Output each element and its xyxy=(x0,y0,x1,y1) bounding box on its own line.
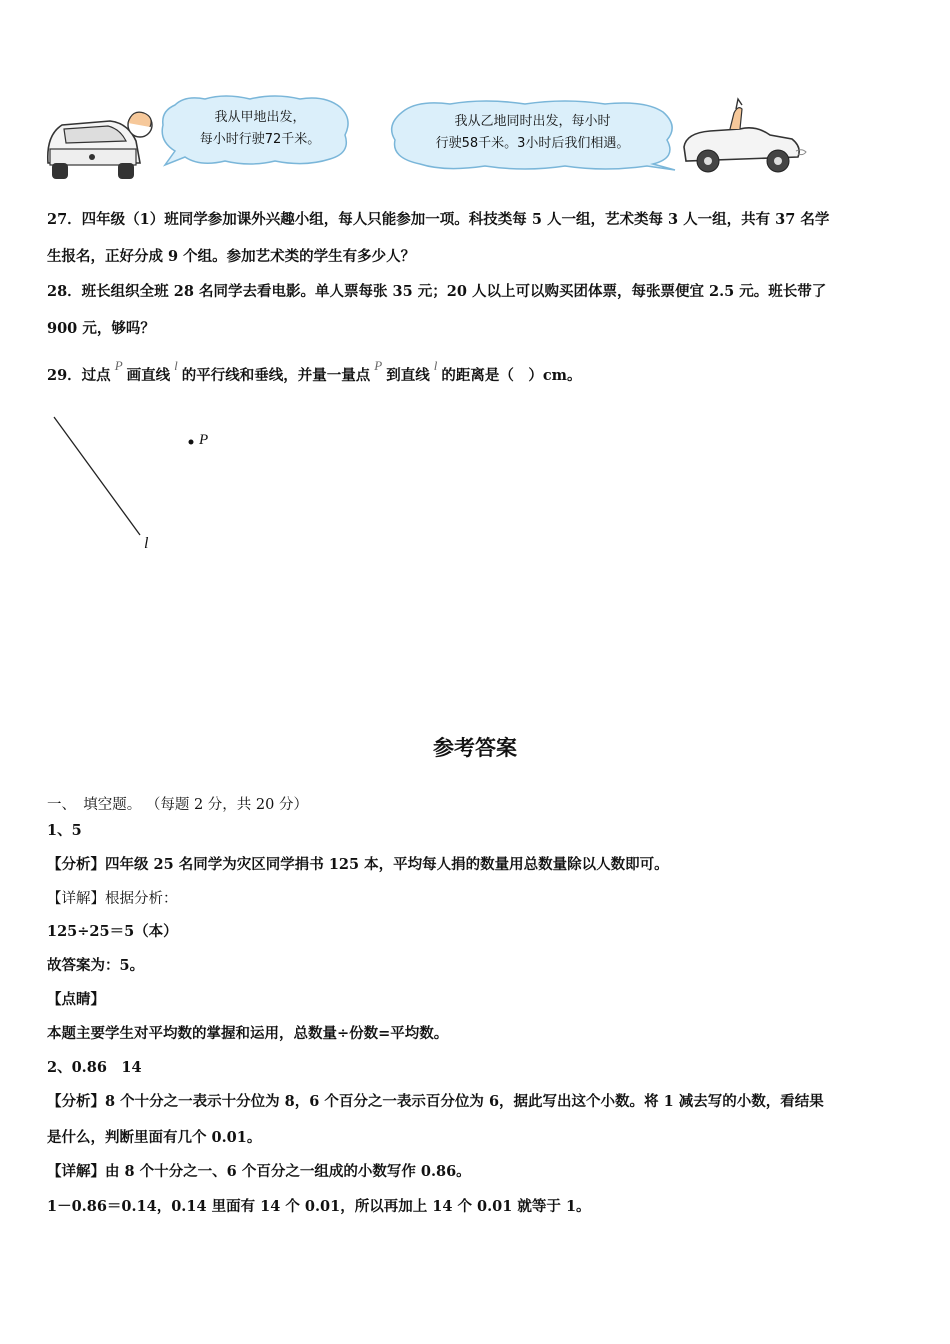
answer-title: 参考答案 xyxy=(433,736,517,760)
question-27-line1: 27．四年级（1）班同学参加课外兴趣小组，每人只能参加一项。科技类每 5 人一组，艺术类每 3 人一组，共有 37 名学 xyxy=(47,211,830,228)
point-p-label: P xyxy=(199,432,209,448)
answer-line: 是什么，判断里面有几个 0.01。 xyxy=(47,1129,262,1146)
line-l-symbol: l xyxy=(174,358,178,373)
answer-section-heading: 一、 填空题。 （每题 2 分，共 20 分） xyxy=(47,797,308,813)
line-l xyxy=(54,417,140,535)
point-p-symbol-2: P xyxy=(374,358,383,373)
bubble-left-line2: 每小时行驶72千米。 xyxy=(199,132,321,147)
answer-line: 【分析】四年级 25 名同学为灾区同学捐书 125 本，平均每人捐的数量用总数量除以人数即可。 xyxy=(47,856,669,873)
q29-part-2: 画直线 xyxy=(126,367,171,384)
car-left-illustration xyxy=(40,105,160,185)
question-28-line1: 28．班长组织全班 28 名同学去看电影。单人票每张 35 元；20 人以上可以购买团体票，每张票便宜 2.5 元。班长带了 xyxy=(47,283,827,300)
answer-line: 【点睛】 xyxy=(47,991,105,1008)
q29-part-5: 的距离是（ ）cm。 xyxy=(441,367,582,384)
q29-part-1: 29．过点 xyxy=(47,367,111,384)
line-l-label: l xyxy=(144,535,149,552)
line-l-symbol-2: l xyxy=(433,358,438,373)
bubble-right-line1: 我从乙地同时出发，每小时 xyxy=(454,114,611,129)
answer-line: 125÷25＝5（本） xyxy=(47,923,178,940)
point-p xyxy=(189,440,194,445)
question-29 xyxy=(47,358,582,387)
answer-line: 本题主要学生对平均数的掌握和运用，总数量÷份数=平均数。 xyxy=(47,1025,449,1042)
answer-line: 【分析】8 个十分之一表示十分位为 8，6 个百分之一表示百分位为 6，据此写出这个小数。将 1 减去写的小数，看结果 xyxy=(47,1093,824,1110)
answer-line: 1－0.86＝0.14，0.14 里面有 14 个 0.01，所以再加上 14 个 0.01 就等于 1。 xyxy=(47,1198,591,1215)
bubble-left-line1: 我从甲地出发， xyxy=(214,110,306,125)
answer-line: 【详解】由 8 个十分之一、6 个百分之一组成的小数写作 0.86。 xyxy=(47,1163,471,1180)
illustration xyxy=(40,95,820,190)
answer-line: 【详解】根据分析： xyxy=(47,891,178,907)
answer-line: 故答案为：5。 xyxy=(47,957,145,974)
question-28-line2: 900 元，够吗？ xyxy=(47,320,155,337)
q29-part-4: 到直线 xyxy=(386,367,430,384)
car-right-illustration xyxy=(680,95,810,185)
point-p-symbol: P xyxy=(114,358,123,373)
question-27-line2: 生报名，正好分成 9 个组。参加艺术类的学生有多少人？ xyxy=(47,248,416,265)
q29-part-3: 的平行线和垂线，并量一量点 xyxy=(181,367,371,384)
answer-line: 2、0.86 14 xyxy=(47,1059,142,1076)
bubble-right-line2: 行驶58千米。3小时后我们相遇。 xyxy=(435,136,630,151)
geometry-figure xyxy=(40,405,240,565)
answer-line: 1、5 xyxy=(47,822,82,839)
